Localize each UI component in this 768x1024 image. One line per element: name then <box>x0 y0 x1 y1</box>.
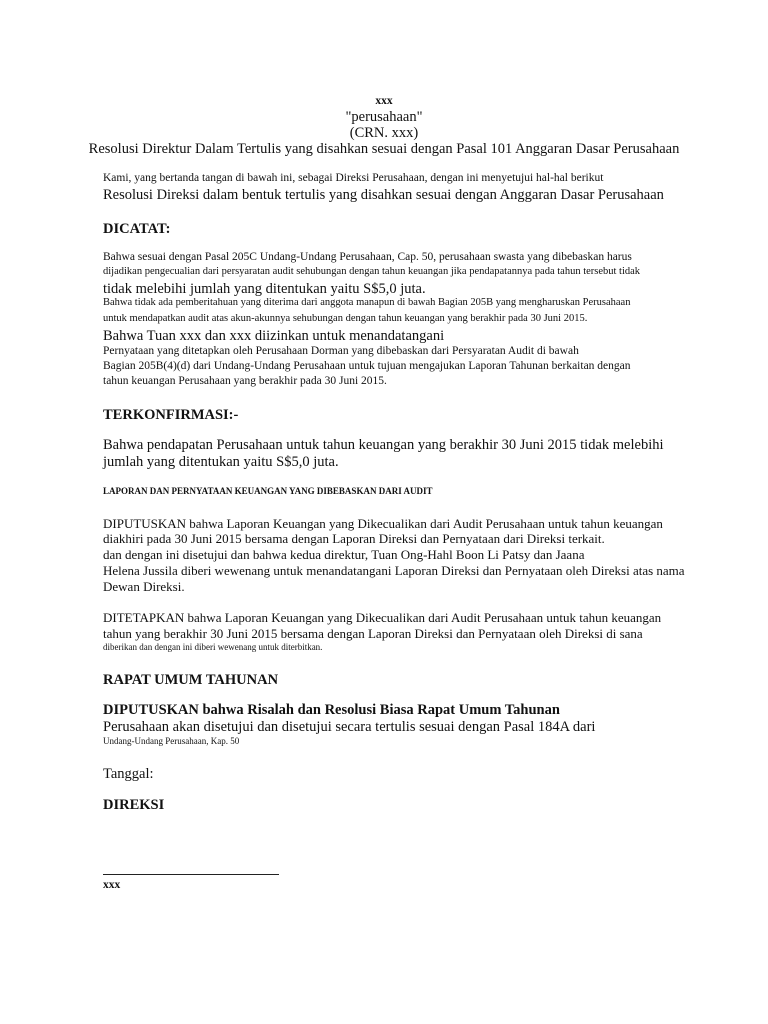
intro-line: Resolusi Direksi dalam bentuk tertulis yang disahkan sesuai dengan Anggaran Dasar Perusahaan <box>103 187 664 203</box>
diputuskan-line: dan dengan ini disetujui dan bahwa kedua direktur, Tuan Ong-Hahl Boon Li Patsy dan Jaana <box>103 547 585 562</box>
ditetapkan-line: tahun yang berakhir 30 Juni 2015 bersama dengan Laporan Direksi dan Pernyataan oleh Direksi di sana <box>103 626 643 641</box>
dicatat-line: tahun keuangan Perusahaan yang berakhir pada 30 Juni 2015. <box>103 375 387 387</box>
dicatat-line: dijadikan pengecualian dari persyaratan audit sehubungan dengan tahun keuangan jika pendapatannya pada tahun tersebut tidak <box>103 266 641 277</box>
section-heading-rapat: RAPAT UMUM TAHUNAN <box>103 672 279 688</box>
diputuskan-line: DIPUTUSKAN bahwa Laporan Keuangan yang Dikecualikan dari Audit Perusahaan untuk tahun keuangan <box>103 516 663 531</box>
dicatat-line: Bahwa sesuai dengan Pasal 205C Undang-Undang Perusahaan, Cap. 50, perusahaan swasta yang dibebaskan harus <box>103 251 632 263</box>
diputuskan-line: Helena Jussila diberi wewenang untuk menandatangani Laporan Direksi dan Pernyataan oleh Direksi atas nama <box>103 563 685 578</box>
section-heading-dicatat: DICATAT: <box>103 221 171 237</box>
dicatat-line: untuk mendapatkan audit atas akun-akunnya sehubungan dengan tahun keuangan yang berakhir pada 30 Juni 2015. <box>103 313 588 324</box>
direksi-heading: DIREKSI <box>103 797 165 813</box>
section-heading-terkonfirmasi: TERKONFIRMASI:- <box>103 407 239 423</box>
rapat-line: Perusahaan akan disetujui dan disetujui secara tertulis sesuai dengan Pasal 184A dari <box>103 719 596 735</box>
rapat-line: Undang-Undang Perusahaan, Kap. 50 <box>103 736 240 746</box>
document-title: Resolusi Direktur Dalam Tertulis yang disahkan sesuai dengan Pasal 101 Anggaran Dasar Perusahaan <box>88 141 680 157</box>
rapat-resolution-heading: DIPUTUSKAN bahwa Risalah dan Resolusi Biasa Rapat Umum Tahunan <box>103 702 560 718</box>
date-label: Tanggal: <box>103 766 154 782</box>
diputuskan-line: Dewan Direksi. <box>103 579 185 594</box>
company-crn: (CRN. xxx) <box>349 125 419 141</box>
dicatat-line: Bagian 205B(4)(d) dari Undang-Undang Perusahaan untuk tujuan mengajukan Laporan Tahunan berkaitan dengan <box>103 360 631 372</box>
dicatat-line: tidak melebihi jumlah yang ditentukan yaitu S$5,0 juta. <box>103 281 426 297</box>
company-name: "perusahaan" <box>345 109 423 125</box>
dicatat-line: Bahwa Tuan xxx dan xxx diizinkan untuk menandatangani <box>103 328 445 344</box>
company-code: xxx <box>375 95 393 107</box>
signature-line <box>103 874 279 875</box>
signatory-name: xxx <box>103 879 121 891</box>
dicatat-line: Pernyataan yang ditetapkan oleh Perusahaan Dorman yang dibebaskan dari Persyaratan Audit di bawah <box>103 345 579 357</box>
ditetapkan-line: diberikan dan dengan ini diberi wewenang untuk diterbitkan. <box>103 642 323 652</box>
terkonfirmasi-line: Bahwa pendapatan Perusahaan untuk tahun keuangan yang berakhir 30 Juni 2015 tidak melebihi <box>103 437 664 453</box>
terkonfirmasi-line: jumlah yang ditentukan yaitu S$5,0 juta. <box>103 454 339 470</box>
dicatat-line: Bahwa tidak ada pemberitahuan yang diterima dari anggota manapun di bawah Bagian 205B yang mengharuskan Perusahaan <box>103 297 631 308</box>
ditetapkan-line: DITETAPKAN bahwa Laporan Keuangan yang Dikecualikan dari Audit Perusahaan untuk tahun keuangan <box>103 610 662 625</box>
diputuskan-line: diakhiri pada 30 Juni 2015 bersama dengan Laporan Direksi dan Pernyataan dari Direksi terkait. <box>103 531 605 546</box>
section-heading-laporan: LAPORAN DAN PERNYATAAN KEUANGAN YANG DIBEBASKAN DARI AUDIT <box>103 486 433 496</box>
intro-line: Kami, yang bertanda tangan di bawah ini, sebagai Direksi Perusahaan, dengan ini menyetujui hal-hal berikut <box>103 172 604 184</box>
